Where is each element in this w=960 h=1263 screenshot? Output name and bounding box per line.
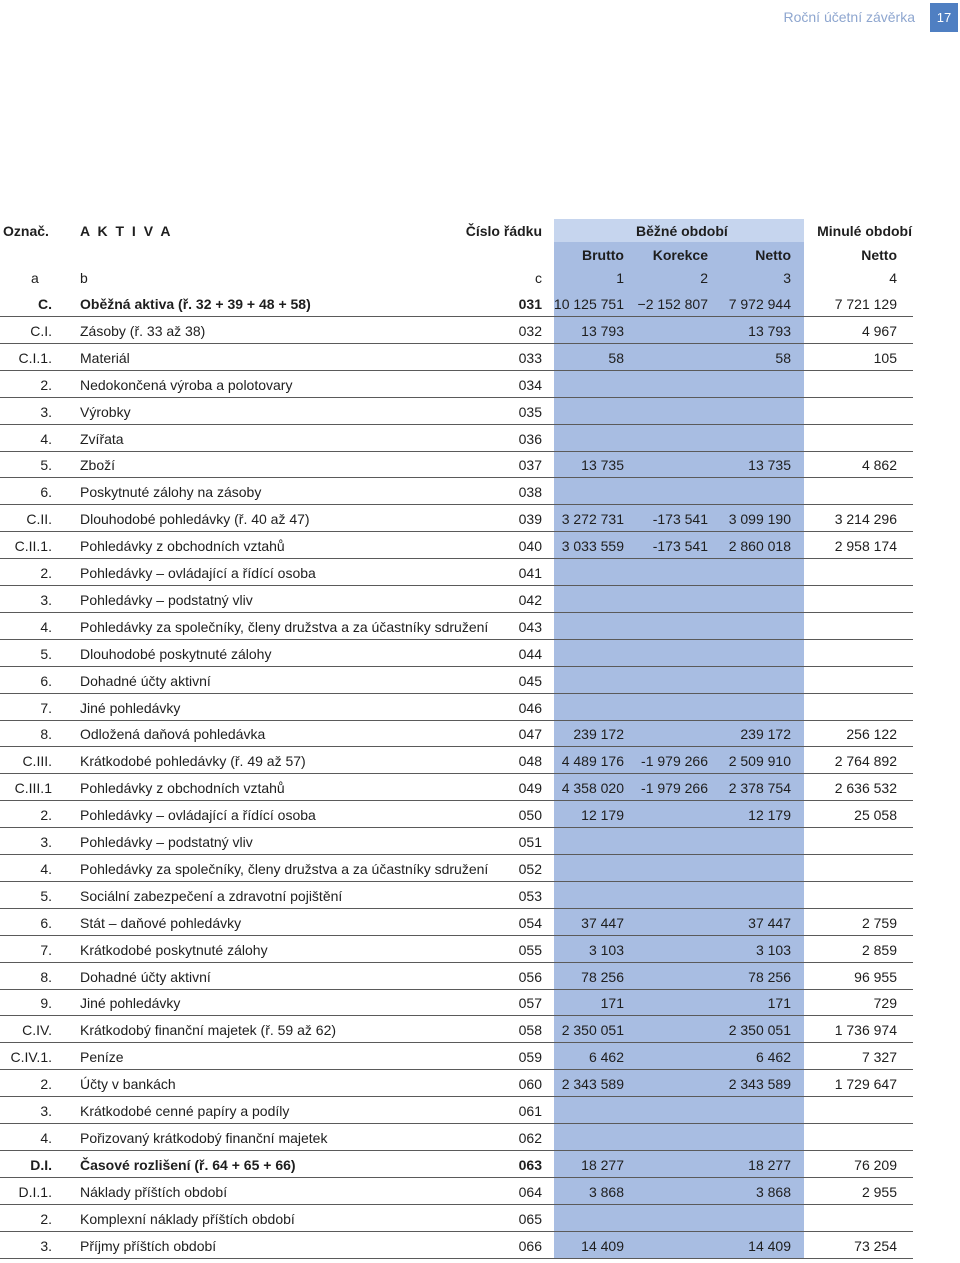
table-header-row-1 bbox=[0, 219, 960, 242]
row-brutto: 3 033 559 bbox=[561, 538, 624, 555]
row-name: Účty v bankách bbox=[80, 1076, 176, 1093]
row-line-number: 061 bbox=[518, 1103, 542, 1119]
row-line-number: 062 bbox=[518, 1129, 542, 1146]
row-brutto: 18 277 bbox=[581, 1156, 624, 1173]
row-previous-netto: 2 759 bbox=[861, 914, 897, 931]
table-header-row-2 bbox=[0, 243, 960, 266]
row-korekce: −2 152 807 bbox=[637, 296, 708, 312]
row-previous-netto: 73 254 bbox=[854, 1237, 897, 1254]
row-netto: 78 256 bbox=[748, 968, 791, 985]
table-row bbox=[0, 936, 960, 963]
row-mark: 4. bbox=[40, 430, 52, 447]
row-line-number: 055 bbox=[518, 941, 542, 958]
row-previous-netto: 3 214 296 bbox=[834, 511, 897, 528]
row-korekce: -173 541 bbox=[652, 511, 708, 528]
row-mark: 5. bbox=[40, 645, 52, 662]
index-c: c bbox=[535, 270, 542, 286]
header-brutto: Brutto bbox=[582, 247, 624, 263]
row-name: Pohledávky – ovládající a řídící osoba bbox=[80, 565, 316, 581]
index-2: 2 bbox=[700, 270, 708, 286]
row-line-number: 056 bbox=[518, 968, 542, 985]
table-row bbox=[0, 1070, 960, 1097]
row-netto: 2 378 754 bbox=[728, 780, 791, 797]
header-previous-period: Minulé období bbox=[817, 223, 912, 239]
row-korekce: -1 979 266 bbox=[641, 780, 708, 797]
page-number-badge: 17 bbox=[930, 3, 958, 32]
row-name: Dlouhodobé pohledávky (ř. 40 až 47) bbox=[80, 511, 310, 528]
row-previous-netto: 76 209 bbox=[854, 1156, 897, 1173]
row-mark: 3. bbox=[40, 834, 52, 850]
row-line-number: 036 bbox=[518, 430, 542, 447]
row-name: Výrobky bbox=[80, 403, 131, 420]
table-row bbox=[0, 398, 960, 425]
row-name: Pohledávky z obchodních vztahů bbox=[80, 538, 285, 555]
row-line-number: 043 bbox=[518, 618, 542, 635]
row-line-number: 049 bbox=[518, 780, 542, 797]
row-previous-netto: 2 859 bbox=[861, 941, 897, 958]
row-brutto: 10 125 751 bbox=[553, 296, 624, 312]
table-row bbox=[0, 963, 960, 990]
row-mark: C. bbox=[38, 296, 52, 312]
header-line-number: Číslo řádku bbox=[465, 223, 542, 239]
row-name: Náklady příštích období bbox=[80, 1183, 228, 1200]
row-previous-netto: 7 721 129 bbox=[834, 296, 897, 312]
row-mark: C.IV. bbox=[22, 1022, 52, 1039]
row-brutto: 78 256 bbox=[581, 968, 624, 985]
row-name: Zvířata bbox=[80, 430, 124, 447]
table-row bbox=[0, 720, 960, 747]
table-row bbox=[0, 909, 960, 936]
row-brutto: 13 793 bbox=[581, 322, 624, 339]
row-name: Jiné pohledávky bbox=[80, 699, 181, 716]
row-name: Pořizovaný krátkodobý finanční majetek bbox=[80, 1129, 328, 1146]
row-name: Sociální zabezpečení a zdravotní pojištění bbox=[80, 887, 343, 904]
row-mark: D.I.1. bbox=[18, 1183, 52, 1200]
row-netto: 12 179 bbox=[748, 807, 791, 824]
row-brutto: 239 172 bbox=[573, 726, 624, 743]
index-b: b bbox=[80, 270, 88, 286]
row-brutto: 2 343 589 bbox=[561, 1076, 624, 1093]
table-row bbox=[0, 828, 960, 855]
row-line-number: 047 bbox=[518, 726, 542, 743]
row-mark: 5. bbox=[40, 457, 52, 474]
row-mark: D.I. bbox=[30, 1156, 52, 1173]
index-4: 4 bbox=[889, 270, 897, 286]
table-row bbox=[0, 532, 960, 559]
row-mark: 6. bbox=[40, 672, 52, 689]
row-previous-netto: 1 729 647 bbox=[834, 1076, 897, 1093]
row-name: Krátkodobé cenné papíry a podíly bbox=[80, 1103, 290, 1119]
row-line-number: 059 bbox=[518, 1049, 542, 1066]
row-netto: 239 172 bbox=[740, 726, 791, 743]
row-mark: C.I.1. bbox=[18, 349, 52, 366]
row-brutto: 6 462 bbox=[588, 1049, 624, 1066]
row-netto: 2 350 051 bbox=[728, 1022, 791, 1039]
row-previous-netto: 4 967 bbox=[861, 322, 897, 339]
row-mark: 2. bbox=[40, 565, 52, 581]
row-name: Dohadné účty aktivní bbox=[80, 672, 211, 689]
row-mark: 6. bbox=[40, 484, 52, 501]
row-mark: 6. bbox=[40, 914, 52, 931]
row-name: Poskytnuté zálohy na zásoby bbox=[80, 484, 262, 501]
row-line-number: 063 bbox=[518, 1156, 542, 1173]
table-row bbox=[0, 667, 960, 694]
row-previous-netto: 729 bbox=[873, 995, 897, 1012]
row-mark: 9. bbox=[40, 995, 52, 1012]
row-netto: 14 409 bbox=[748, 1237, 791, 1254]
row-netto: 58 bbox=[775, 349, 791, 366]
row-line-number: 031 bbox=[518, 296, 542, 312]
row-netto: 2 860 018 bbox=[728, 538, 791, 555]
table-row bbox=[0, 1043, 960, 1070]
index-3: 3 bbox=[783, 270, 791, 286]
table-index-row bbox=[0, 266, 960, 289]
row-brutto: 4 489 176 bbox=[561, 753, 624, 770]
row-line-number: 038 bbox=[518, 484, 542, 501]
row-mark: 3. bbox=[40, 403, 52, 420]
row-netto: 6 462 bbox=[755, 1049, 791, 1066]
row-mark: 4. bbox=[40, 618, 52, 635]
table-row bbox=[0, 505, 960, 532]
header-prev-netto: Netto bbox=[861, 247, 897, 263]
row-previous-netto: 2 958 174 bbox=[834, 538, 897, 555]
row-line-number: 052 bbox=[518, 860, 542, 877]
row-name: Pohledávky za společníky, členy družstva a za účastníky sdružení bbox=[80, 618, 489, 635]
row-previous-netto: 2 636 532 bbox=[834, 780, 897, 797]
row-name: Krátkodobý finanční majetek (ř. 59 až 62) bbox=[80, 1022, 337, 1039]
row-line-number: 065 bbox=[518, 1210, 542, 1227]
row-mark: 7. bbox=[40, 699, 52, 716]
row-mark: C.III.1 bbox=[14, 780, 52, 797]
table-row bbox=[0, 882, 960, 909]
row-name: Zboží bbox=[80, 457, 116, 474]
row-netto: 13 735 bbox=[748, 457, 791, 474]
table-row bbox=[0, 1178, 960, 1205]
row-name: Dlouhodobé poskytnuté zálohy bbox=[80, 645, 272, 662]
row-name: Krátkodobé poskytnuté zálohy bbox=[80, 941, 268, 958]
table-row bbox=[0, 290, 960, 317]
header-aktiva: A K T I V A bbox=[80, 223, 173, 239]
index-1: 1 bbox=[616, 270, 624, 286]
header-korekce: Korekce bbox=[652, 247, 708, 263]
row-netto: 3 868 bbox=[755, 1183, 791, 1200]
table-row bbox=[0, 640, 960, 667]
table-row bbox=[0, 559, 960, 586]
row-brutto: 37 447 bbox=[581, 914, 624, 931]
row-previous-netto: 2 955 bbox=[861, 1183, 897, 1200]
row-line-number: 058 bbox=[518, 1022, 542, 1039]
row-line-number: 050 bbox=[518, 807, 542, 824]
row-previous-netto: 2 764 892 bbox=[834, 753, 897, 770]
header-mark: Označ. bbox=[3, 223, 49, 239]
row-line-number: 037 bbox=[518, 457, 542, 474]
row-line-number: 041 bbox=[518, 565, 542, 581]
row-previous-netto: 105 bbox=[873, 349, 897, 366]
row-name: Materiál bbox=[80, 349, 130, 366]
row-brutto: 3 272 731 bbox=[561, 511, 624, 528]
row-previous-netto: 4 862 bbox=[861, 457, 897, 474]
row-mark: 2. bbox=[40, 807, 52, 824]
row-line-number: 054 bbox=[518, 914, 542, 931]
row-line-number: 048 bbox=[518, 753, 542, 770]
table-row bbox=[0, 1016, 960, 1043]
row-brutto: 58 bbox=[608, 349, 624, 366]
table-row bbox=[0, 747, 960, 774]
table-row bbox=[0, 801, 960, 828]
table-row bbox=[0, 317, 960, 344]
table-row bbox=[0, 1124, 960, 1151]
row-mark: 3. bbox=[40, 1237, 52, 1254]
row-previous-netto: 7 327 bbox=[861, 1049, 897, 1066]
row-name: Nedokončená výroba a polotovary bbox=[80, 376, 293, 393]
row-netto: 2 343 589 bbox=[728, 1076, 791, 1093]
row-previous-netto: 256 122 bbox=[846, 726, 897, 743]
row-previous-netto: 25 058 bbox=[854, 807, 897, 824]
row-name: Dohadné účty aktivní bbox=[80, 968, 211, 985]
table-row bbox=[0, 451, 960, 478]
row-name: Časové rozlišení (ř. 64 + 65 + 66) bbox=[80, 1156, 296, 1173]
table-row bbox=[0, 1097, 960, 1124]
row-line-number: 039 bbox=[518, 511, 542, 528]
row-line-number: 053 bbox=[518, 887, 542, 904]
row-mark: C.IV.1. bbox=[10, 1049, 52, 1066]
table-row bbox=[0, 586, 960, 613]
row-line-number: 064 bbox=[518, 1183, 542, 1200]
row-line-number: 060 bbox=[518, 1076, 542, 1093]
row-name: Zásoby (ř. 33 až 38) bbox=[80, 322, 206, 339]
row-mark: 4. bbox=[40, 1129, 52, 1146]
row-netto: 18 277 bbox=[748, 1156, 791, 1173]
row-mark: 2. bbox=[40, 376, 52, 393]
row-line-number: 045 bbox=[518, 672, 542, 689]
row-mark: 4. bbox=[40, 860, 52, 877]
row-name: Pohledávky z obchodních vztahů bbox=[80, 780, 285, 797]
table-row bbox=[0, 855, 960, 882]
row-netto: 7 972 944 bbox=[728, 296, 791, 312]
row-mark: C.I. bbox=[30, 322, 52, 339]
table-row bbox=[0, 425, 960, 452]
row-brutto: 12 179 bbox=[581, 807, 624, 824]
row-mark: 8. bbox=[40, 968, 52, 985]
index-a: a bbox=[31, 270, 39, 286]
row-brutto: 3 868 bbox=[588, 1183, 624, 1200]
row-name: Krátkodobé pohledávky (ř. 49 až 57) bbox=[80, 753, 306, 770]
row-mark: 5. bbox=[40, 887, 52, 904]
row-mark: 2. bbox=[40, 1076, 52, 1093]
row-line-number: 046 bbox=[518, 699, 542, 716]
row-brutto: 171 bbox=[600, 995, 624, 1012]
table-row bbox=[0, 1205, 960, 1232]
row-name: Pohledávky – podstatný vliv bbox=[80, 591, 253, 608]
row-korekce: -1 979 266 bbox=[641, 753, 708, 770]
row-name: Pohledávky – ovládající a řídící osoba bbox=[80, 807, 316, 824]
row-netto: 3 099 190 bbox=[728, 511, 791, 528]
row-name: Jiné pohledávky bbox=[80, 995, 181, 1012]
row-brutto: 4 358 020 bbox=[561, 780, 624, 797]
table-row bbox=[0, 478, 960, 505]
row-line-number: 035 bbox=[518, 403, 542, 420]
table-row bbox=[0, 371, 960, 398]
row-name: Komplexní náklady příštích období bbox=[80, 1210, 295, 1227]
row-netto: 2 509 910 bbox=[728, 753, 791, 770]
row-previous-netto: 1 736 974 bbox=[834, 1022, 897, 1039]
row-line-number: 042 bbox=[518, 591, 542, 608]
row-netto: 171 bbox=[767, 995, 791, 1012]
header-netto: Netto bbox=[755, 247, 791, 263]
row-mark: 2. bbox=[40, 1210, 52, 1227]
row-brutto: 3 103 bbox=[588, 941, 624, 958]
row-netto: 13 793 bbox=[748, 322, 791, 339]
table-row bbox=[0, 344, 960, 371]
row-previous-netto: 96 955 bbox=[854, 968, 897, 985]
row-mark: 3. bbox=[40, 1103, 52, 1119]
row-name: Pohledávky – podstatný vliv bbox=[80, 834, 253, 850]
row-line-number: 051 bbox=[518, 834, 542, 850]
row-name: Peníze bbox=[80, 1049, 124, 1066]
row-brutto: 13 735 bbox=[581, 457, 624, 474]
row-line-number: 040 bbox=[518, 538, 542, 555]
row-line-number: 032 bbox=[518, 322, 542, 339]
table-row bbox=[0, 613, 960, 640]
row-mark: 7. bbox=[40, 941, 52, 958]
row-name: Stát – daňové pohledávky bbox=[80, 914, 242, 931]
row-mark: 8. bbox=[40, 726, 52, 743]
row-korekce: -173 541 bbox=[652, 538, 708, 555]
row-line-number: 034 bbox=[518, 376, 542, 393]
table-row bbox=[0, 1232, 960, 1259]
table-row bbox=[0, 1151, 960, 1178]
row-name: Odložená daňová pohledávka bbox=[80, 726, 266, 743]
row-mark: C.III. bbox=[22, 753, 52, 770]
row-mark: C.II. bbox=[26, 511, 52, 528]
running-title: Roční účetní závěrka bbox=[783, 9, 915, 25]
row-name: Oběžná aktiva (ř. 32 + 39 + 48 + 58) bbox=[80, 296, 311, 312]
table-row bbox=[0, 774, 960, 801]
row-mark: C.II.1. bbox=[14, 538, 52, 555]
row-line-number: 066 bbox=[518, 1237, 542, 1254]
row-brutto: 14 409 bbox=[581, 1237, 624, 1254]
row-netto: 37 447 bbox=[748, 914, 791, 931]
row-line-number: 057 bbox=[518, 995, 542, 1012]
row-name: Příjmy příštích období bbox=[80, 1237, 217, 1254]
row-netto: 3 103 bbox=[755, 941, 791, 958]
row-name: Pohledávky za společníky, členy družstva a za účastníky sdružení bbox=[80, 860, 489, 877]
row-mark: 3. bbox=[40, 591, 52, 608]
row-line-number: 044 bbox=[518, 645, 542, 662]
table-row bbox=[0, 694, 960, 721]
table-row bbox=[0, 989, 960, 1016]
row-brutto: 2 350 051 bbox=[561, 1022, 624, 1039]
header-current-period: Běžné období bbox=[636, 223, 728, 239]
row-line-number: 033 bbox=[518, 349, 542, 366]
